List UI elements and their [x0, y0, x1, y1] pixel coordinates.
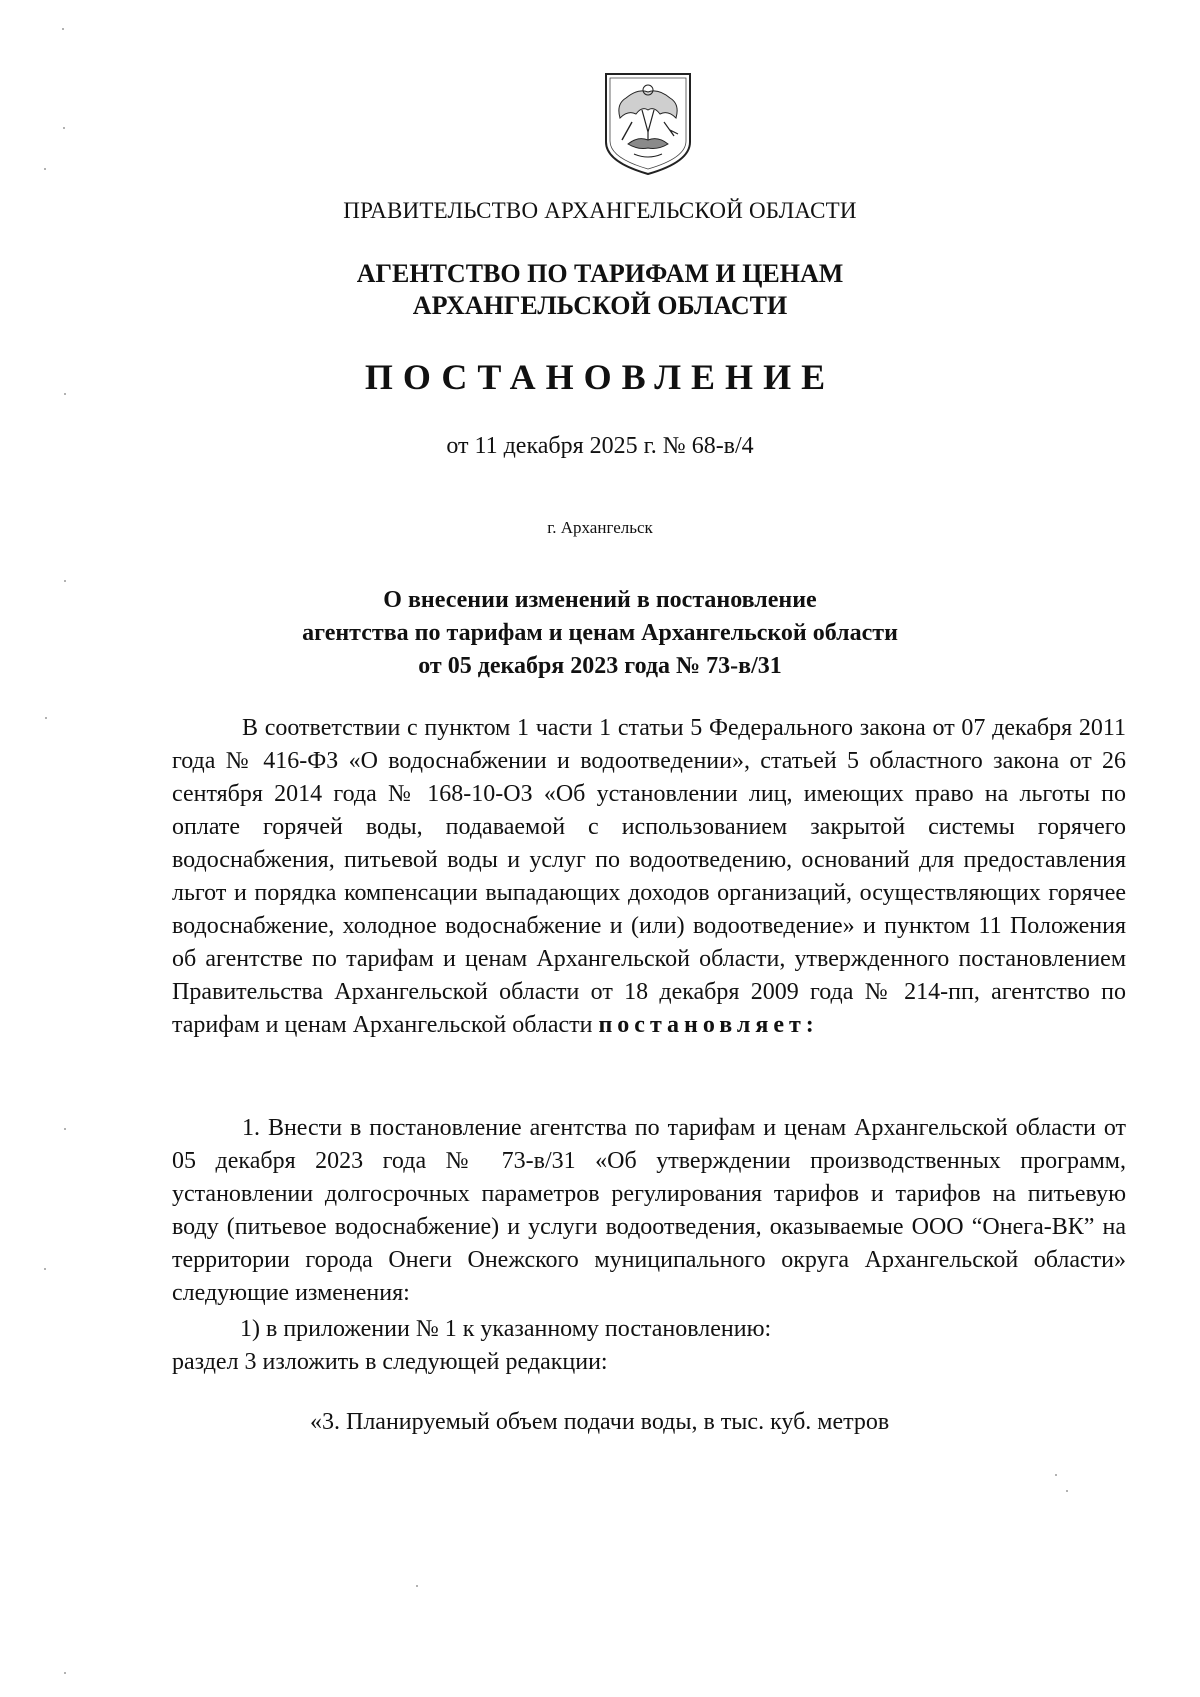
scan-speck — [45, 717, 47, 719]
scan-speck — [64, 580, 66, 582]
scan-speck — [44, 168, 46, 170]
subject-line3: от 05 декабря 2023 года № 73-в/31 — [418, 653, 782, 679]
document-date-number: от 11 декабря 2025 г. № 68-в/4 — [446, 433, 754, 459]
scan-speck — [64, 1672, 66, 1674]
subject-line1: О внесении изменений в постановление — [383, 587, 817, 613]
item-1-detail-line: раздел 3 изложить в следующей редакции: — [172, 1349, 608, 1375]
subject-line2: агентства по тарифам и ценам Архангельской области — [302, 620, 898, 646]
section-3-heading: «3. Планируемый объем подачи воды, в тыс. куб. метров — [310, 1409, 890, 1435]
document-city: г. Архангельск — [547, 518, 653, 537]
government-title: ПРАВИТЕЛЬСТВО АРХАНГЕЛЬСКОЙ ОБЛАСТИ — [343, 198, 857, 223]
scan-speck — [1066, 1490, 1068, 1492]
scan-speck — [64, 1128, 66, 1130]
agency-title-line1: АГЕНТСТВО ПО ТАРИФАМ И ЦЕНАМ — [356, 259, 844, 288]
scan-speck — [44, 1268, 46, 1270]
resolves-word: постановляет: — [598, 1012, 819, 1038]
item-1-line: 1) в приложении № 1 к указанному постановлению: — [240, 1316, 772, 1342]
scan-speck — [1055, 1474, 1057, 1476]
agency-title-line2: АРХАНГЕЛЬСКОЙ ОБЛАСТИ — [412, 291, 788, 320]
scan-speck — [64, 393, 66, 395]
scan-speck — [62, 28, 64, 30]
document-type: ПОСТАНОВЛЕНИЕ — [364, 357, 836, 397]
scan-speck — [63, 127, 65, 129]
agency-title — [0, 258, 1200, 322]
scan-speck — [416, 1585, 418, 1587]
preamble-text: В соответствии с пунктом 1 части 1 статьи 5 Федерального закона от 07 декабря 2011 года № 416-ФЗ «О водоснабжении и водоотведении», статьей 5 областного закона от 26 сентября 2014 года № 168-10-ОЗ «Об установлении лиц, имеющих право на льготы по оплате горячей воды, подаваемой с использованием закрытой системы горячего водоснабжения, питьевой воды и услуг по водоотведению, оснований для предоставления льгот и порядка компенсации выпадающих доходов организаций, осуществляющих горячее водоснабжение, холодное водоснабжение и (или) водоотведение» и пунктом 11 Положения об агентстве по тарифам и ценам Архангельской области, утвержденного постановлением Правительства Архангельской области от 18 декабря 2009 года № 214-пп, агентство по тарифам и ценам Архангельской области — [172, 715, 1126, 1038]
clause-1-paragraph: 1. Внести в постановление агентства по тарифам и ценам Архангельской области от 05 декабря 2023 года № 73-в/31 «Об утверждении производственных программ, установлении долгосрочных параметров регулирования тарифов и тарифов на питьевую воду (питьевое водоснабжение) и услуги водоотведения, оказываемые ООО “Онега-ВК” на территории города Онеги Онежского муниципального округа Архангельской области» следующие изменения: — [172, 1115, 1126, 1306]
document-subject — [0, 584, 1200, 683]
coat-of-arms-emblem — [598, 70, 698, 178]
preamble-paragraph — [172, 712, 1126, 1042]
